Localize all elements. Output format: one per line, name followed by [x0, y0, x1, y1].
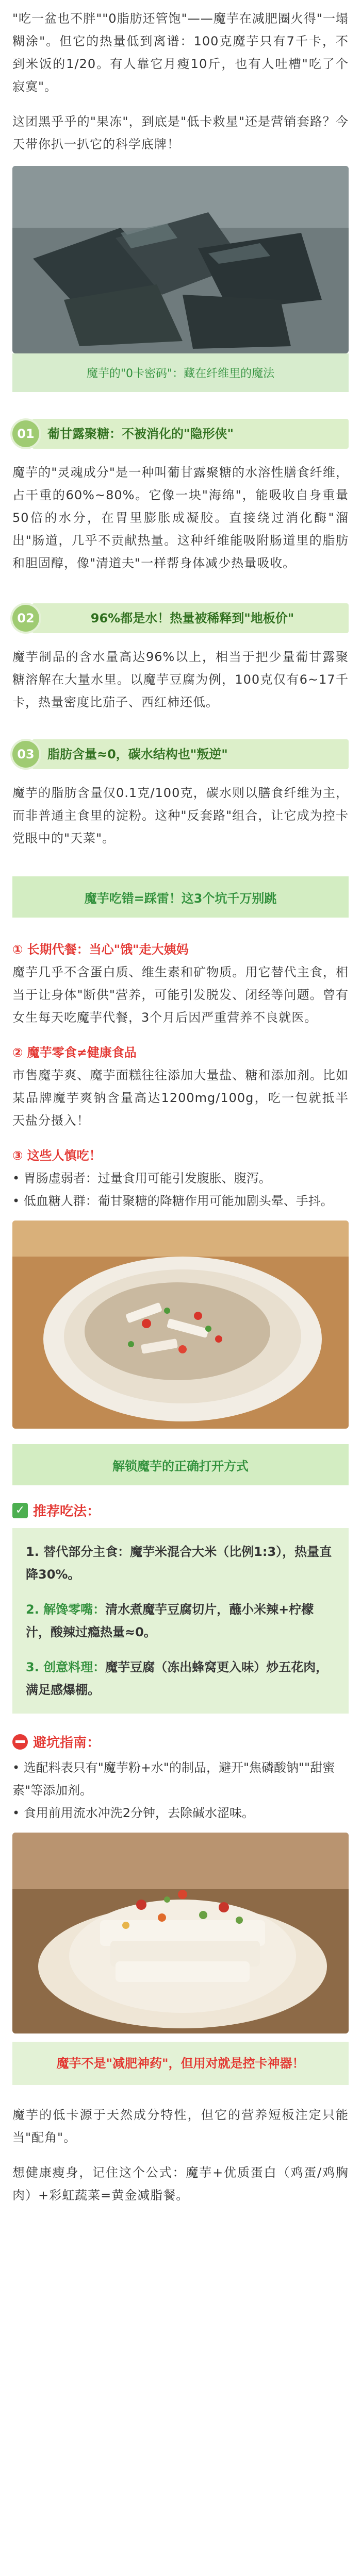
check-icon: ✓: [12, 1503, 28, 1518]
konjac-noodles-photo: [12, 1833, 349, 2033]
tip-2-text: 清水煮魔芋豆腐切片，蘸小米辣+柠檬汁，酸辣过瘾热量≈0。: [26, 1602, 314, 1639]
pitfall-1-body: 魔芋几乎不含蛋白质、维生素和矿物质。用它替代主食，相当于让身体"断供"营养，可能引发脱发、闭经等问题。曾有女生每天吃魔芋代餐，3个月后因严重营养不良就医。: [12, 965, 349, 1025]
section-title: 96%都是水！热量被稀释到"地板价": [32, 603, 349, 633]
recommend-box: [12, 1528, 349, 1714]
pitfall-2-body: 市售魔芋爽、魔芋面糕往往添加大量盐、糖和添加剂。比如某品牌魔芋爽钠含量高达1200mg/100g，吃一包就抵半天盐分摄入！: [12, 1068, 349, 1128]
section-02-header: [0, 603, 361, 633]
section-title: 脂肪含量≈0，碳水结构也"叛逆": [32, 739, 349, 769]
pitfall-1-title: ① 长期代餐：当心"饿"走大姨妈: [12, 942, 189, 957]
konjac-blocks-photo: [12, 166, 349, 353]
pitfall-3-bullet-2: • 低血糖人群：葡甘聚糖的降糖作用可能加剧头晕、手抖。: [12, 1194, 333, 1208]
caption-1: 魔芋的"0卡密码"：藏在纤维里的魔法: [86, 367, 275, 380]
section-01-body: 魔芋的"灵魂成分"是一种叫葡甘露聚糖的水溶性膳食纤维，占干重的60%~80%。它像一块"海绵"，能吸收自身重量50倍的水分，在胃里膨胀成凝胶。直接绕过消化酶"溜出"肠道，几乎不贡献热量。这种纤维能吸附肠道里的脂肪和胆固醇，像"清道夫"一样帮身体减少热量吸收。: [12, 465, 349, 570]
avoid-bullet-1: • 选配料表只有"魔芋粉+水"的制品，避开"焦磷酸钠""甜蜜素"等添加剂。: [12, 1760, 335, 1798]
tip-3-label: 3. 创意料理：: [26, 1660, 106, 1674]
recommend-title: 推荐吃法：: [33, 1504, 101, 1519]
section-number-badge: 02: [12, 605, 39, 632]
tip-3-text: 魔芋豆腐（冻出蜂窝更入味）炒五花肉，满足感爆棚。: [26, 1660, 329, 1697]
highlight-text: 魔芋不是"减肥神药"，但用对就是控卡神器！: [56, 2056, 305, 2071]
pitfall-3-title: ③ 这些人慎吃！: [12, 1148, 102, 1163]
recommend-heading: [0, 1501, 361, 1520]
outro-paragraph-2: 想健康瘦身，记住这个公式：魔芋+优质蛋白（鸡蛋/鸡胸肉）+彩虹蔬菜=黄金减脂餐。: [12, 2165, 349, 2202]
avoid-bullet-2: • 食用前用流水冲洗2分钟，去除碱水涩味。: [12, 1806, 255, 1820]
recommend-tip-3: [26, 1656, 335, 1701]
section-01-header: [0, 419, 361, 449]
avoid-heading: [0, 1732, 361, 1751]
section-02-body: 魔芋制品的含水量高达96%以上，相当于把少量葡甘露聚糖溶解在大量水里。以魔芋豆腐为例，100克仅有6~17千卡，热量密度比茄子、西红柿还低。: [12, 650, 349, 709]
recommend-tip-2: [26, 1598, 335, 1643]
highlight-box: [12, 2042, 349, 2085]
intro-paragraph-1: "吃一盆也不胖""0脂肪还管饱"——魔芋在减肥圈火得"一塌糊涂"。但它的热量低到离谱：100克魔芋只有7千卡，不到米饭的1/20。有人靠它月瘦10斤，也有人吐槽"吃了个寂寞"。: [12, 11, 349, 94]
caption-box-1: [12, 353, 349, 392]
section-03-body: 魔芋的脂肪含量仅0.1克/100克，碳水则以膳食纤维为主，而非普通主食里的淀粉。这种"反套路"组合，让它成为控卡党眼中的"天菜"。: [12, 786, 349, 845]
correct-way-banner: 解锁魔芋的正确打开方式: [12, 1444, 349, 1485]
tip-2-label: 2. 解馋零嘴：: [26, 1602, 106, 1617]
intro-paragraph-2: 这团黑乎乎的"果冻"，到底是"低卡救星"还是营销套路？今天带你扒一扒它的科学底牌！: [12, 114, 349, 151]
recommend-tip-1: 1. 替代部分主食：魔芋米混合大米（比例1:3），热量直降30%。: [26, 1545, 332, 1582]
section-number-badge: 03: [12, 741, 39, 768]
avoid-title: 避坑指南：: [33, 1735, 101, 1751]
section-03-header: [0, 739, 361, 769]
pitfall-3-bullet-1: • 胃肠虚弱者：过量食用可能引发腹胀、腹泻。: [12, 1171, 271, 1185]
section-title: 葡甘露聚糖：不被消化的"隐形侠": [32, 419, 349, 449]
outro-paragraph-1: 魔芋的低卡源于天然成分特性，但它的营养短板注定只能当"配角"。: [12, 2108, 349, 2145]
section-number-badge: 01: [12, 420, 39, 447]
pitfalls-banner: 魔芋吃错=踩雷！这3个坑千万别跳: [12, 876, 349, 918]
no-entry-icon: [12, 1734, 28, 1750]
konjac-salad-photo: [12, 1221, 349, 1429]
pitfall-2-title: ② 魔芋零食≠健康食品: [12, 1045, 137, 1060]
